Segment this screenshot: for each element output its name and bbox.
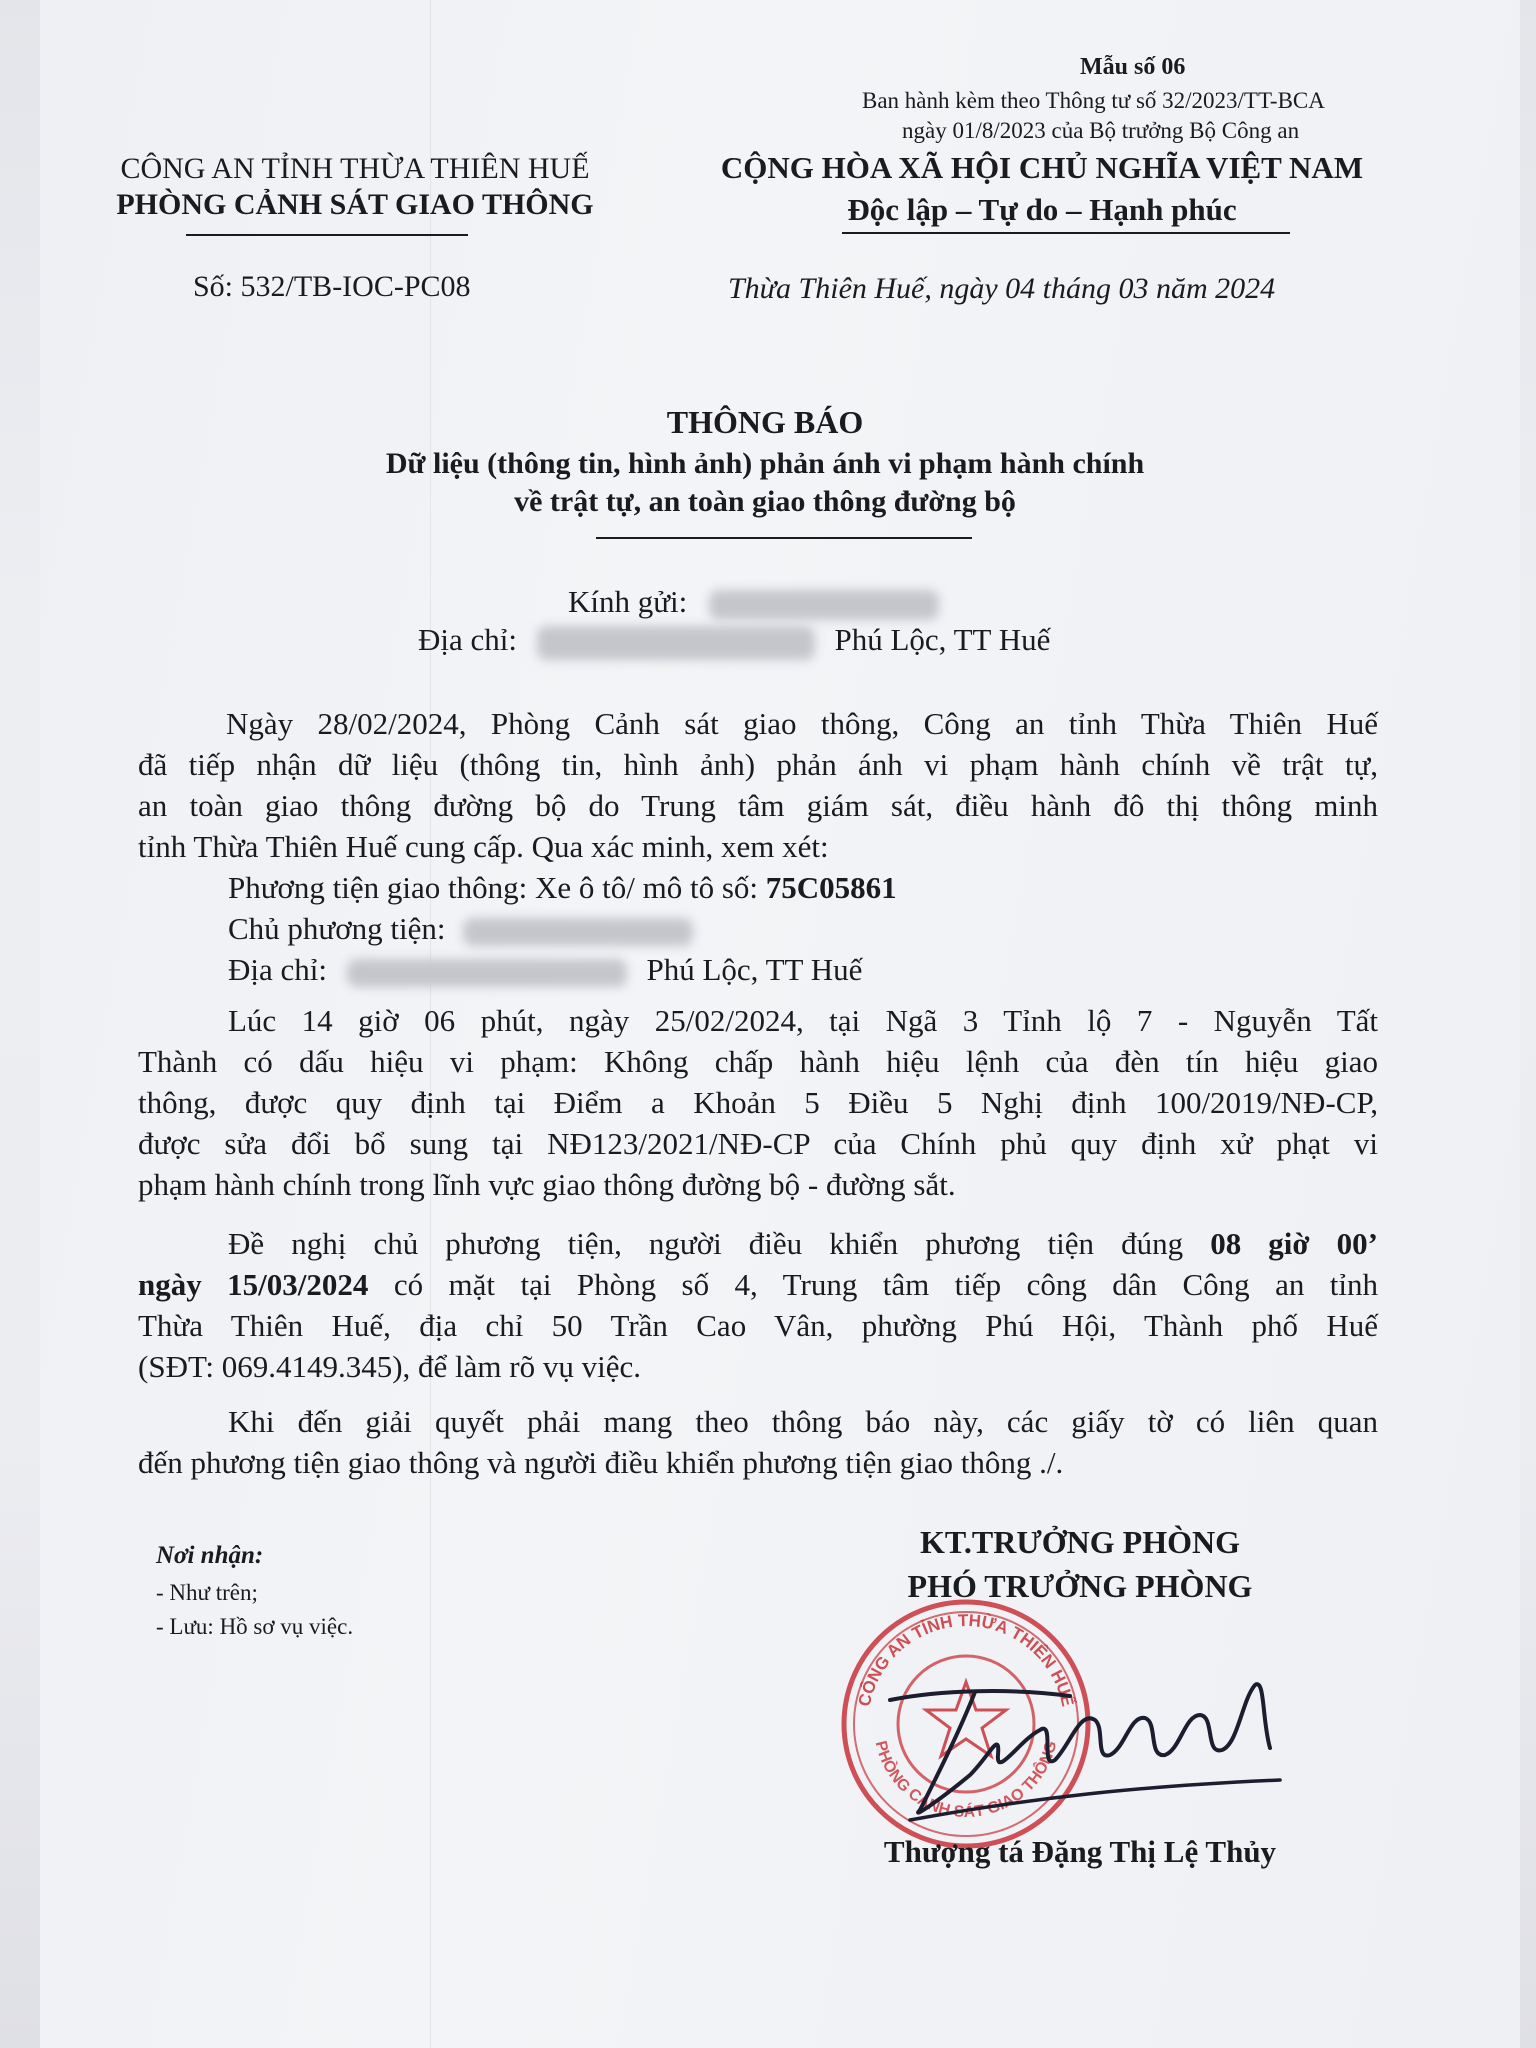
place-and-date: Thừa Thiên Huế, ngày 04 tháng 03 năm 2024 — [728, 272, 1276, 305]
violation-line3: thông, được quy định tại Điểm a Khoản 5 Điều 5 Nghị định 100/2019/NĐ-CP, — [138, 1085, 1378, 1120]
request-line2-text: có mặt tại Phòng số 4, Trung tâm tiếp công dân Công an tỉnh — [393, 1267, 1379, 1302]
body-p1-line4: tỉnh Thừa Thiên Huế cung cấp. Qua xác minh, xem xét: — [138, 829, 829, 864]
svg-text:CÔNG AN TỈNH THỪA THIÊN HUẾ: CÔNG AN TỈNH THỪA THIÊN HUẾ — [854, 1610, 1078, 1709]
recipient-address-redacted — [537, 626, 815, 660]
document-subtitle-2: về trật tự, an toàn giao thông đường bộ — [514, 485, 1016, 518]
motto-underline — [842, 232, 1290, 234]
body-p1-line1: Ngày 28/02/2024, Phòng Cảnh sát giao thông, Công an tỉnh Thừa Thiên Huế — [226, 706, 1378, 741]
violation-line5: phạm hành chính trong lĩnh vực giao thông đường bộ - đường sắt. — [138, 1167, 956, 1202]
request-line2 — [138, 1267, 1378, 1303]
closing-line1: Khi đến giải quyết phải mang theo thông báo này, các giấy tờ có liên quan — [228, 1404, 1378, 1439]
recipient-address-visible: Phú Lộc, TT Huế — [834, 622, 1051, 657]
owner-label: Chủ phương tiện: — [228, 911, 446, 946]
request-line4: (SĐT: 069.4149.345), để làm rõ vụ việc. — [138, 1349, 641, 1384]
closing-line2: đến phương tiện giao thông và người điều khiển phương tiện giao thông ./. — [138, 1445, 1064, 1480]
request-line1-text: Đề nghị chủ phương tiện, người điều khiển phương tiện đúng — [228, 1226, 1184, 1261]
body-p1-line3: an toàn giao thông đường bộ do Trung tâm giám sát, điều hành đô thị thông minh — [138, 788, 1378, 823]
body-p1-line2: đã tiếp nhận dữ liệu (thông tin, hình ảnh) phản ánh vi phạm hành chính về trật tự, — [138, 747, 1378, 782]
recipients-label: Nơi nhận: — [156, 1542, 264, 1569]
appointment-time: 08 giờ 00’ — [1210, 1226, 1378, 1261]
violation-line1: Lúc 14 giờ 06 phút, ngày 25/02/2024, tại Ngã 3 Tỉnh lộ 7 - Nguyễn Tất — [228, 1003, 1378, 1038]
violation-line2: Thành có dấu hiệu vi phạm: Không chấp hành hiệu lệnh của đèn tín hiệu giao — [138, 1044, 1378, 1079]
recipient-label: Kính gửi: — [568, 584, 688, 619]
department-name: PHÒNG CẢNH SÁT GIAO THÔNG — [116, 188, 594, 221]
handwritten-signature — [880, 1660, 1300, 1830]
department-underline — [186, 234, 468, 236]
recipient-name-redacted — [709, 590, 939, 620]
form-issued-line1: Ban hành kèm theo Thông tư số 32/2023/TT-BCA — [862, 88, 1325, 113]
svg-text:PHÒNG CẢNH SÁT GIAO THÔNG: PHÒNG CẢNH SÁT GIAO THÔNG — [871, 1739, 1061, 1822]
recipient-line — [568, 584, 939, 620]
header-left — [70, 152, 640, 222]
signer-name: Thượng tá Đặng Thị Lệ Thủy — [883, 1834, 1277, 1869]
owner-name-redacted — [463, 918, 693, 946]
document-number: Số: 532/TB-IOC-PC08 — [193, 270, 471, 303]
owner-address-line — [228, 952, 1468, 988]
form-code: Mẫu số 06 — [1080, 54, 1186, 80]
owner-address-visible: Phú Lộc, TT Huế — [646, 952, 863, 987]
violation-line4: được sửa đổi bổ sung tại NĐ123/2021/NĐ-CP của Chính phủ quy định xử phạt vi — [138, 1126, 1378, 1161]
owner-line — [228, 911, 1468, 947]
request-line3: Thừa Thiên Huế, địa chỉ 50 Trần Cao Vân, phường Phú Hội, Thành phố Huế — [138, 1308, 1378, 1343]
recipients-item-2: - Lưu: Hồ sơ vụ việc. — [156, 1614, 354, 1639]
recipient-address-line — [418, 622, 1050, 660]
vehicle-line — [228, 870, 1468, 906]
header-right — [672, 150, 1412, 228]
vehicle-plate: 75C05861 — [765, 870, 897, 905]
signature-role-2: PHÓ TRƯỞNG PHÒNG — [907, 1568, 1253, 1604]
vehicle-label: Phương tiện giao thông: Xe ô tô/ mô tô số: — [228, 870, 759, 905]
subtitle-underline — [596, 537, 972, 539]
form-issued-line2: ngày 01/8/2023 của Bộ trưởng Bộ Công an — [902, 118, 1300, 143]
owner-address-label: Địa chỉ: — [228, 952, 327, 987]
document-subtitle-1: Dữ liệu (thông tin, hình ảnh) phản ánh vi phạm hành chính — [385, 447, 1145, 480]
recipient-address-label: Địa chỉ: — [418, 622, 517, 657]
title-block — [190, 404, 1340, 519]
appointment-date: ngày 15/03/2024 — [138, 1267, 369, 1302]
national-motto: Độc lập – Tự do – Hạnh phúc — [847, 192, 1237, 227]
signature-role-1: KT.TRƯỞNG PHÒNG — [920, 1524, 1240, 1560]
document-title: THÔNG BÁO — [666, 404, 864, 440]
recipients-item-1: - Như trên; — [156, 1580, 258, 1605]
country-name: CỘNG HÒA XÃ HỘI CHỦ NGHĨA VIỆT NAM — [720, 150, 1364, 185]
owner-address-redacted — [347, 959, 627, 987]
agency-name: CÔNG AN TỈNH THỪA THIÊN HUẾ — [120, 152, 590, 185]
request-line1 — [228, 1226, 1378, 1262]
